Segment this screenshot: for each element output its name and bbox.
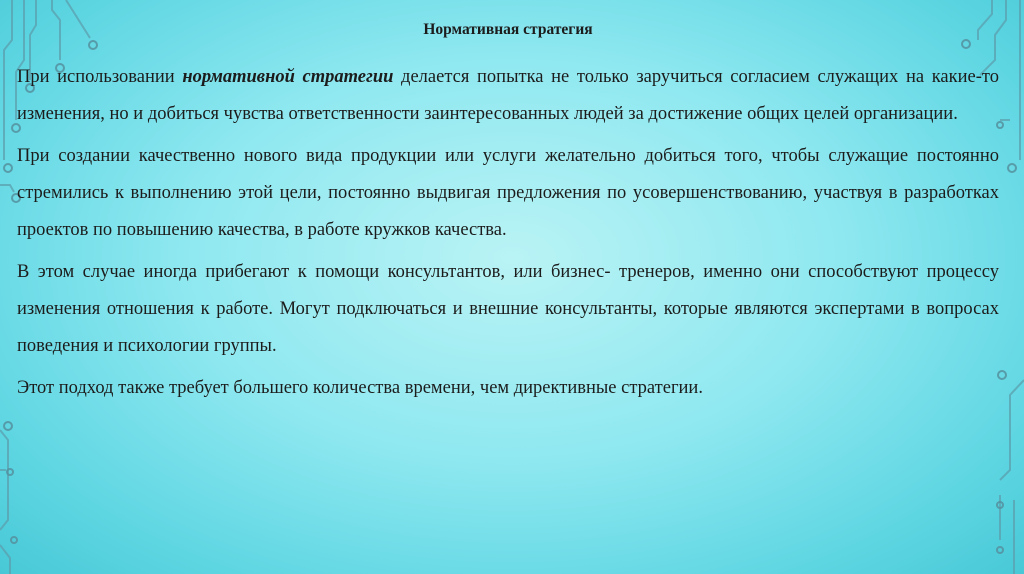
paragraph-time-requirement: Этот подход также требует большего количества времени, чем директивные стратегии. <box>17 378 703 398</box>
slide-content <box>17 18 999 412</box>
paragraph-new-product: При создании качественно нового вида продукции или услуги желательно добиться того, чтобы служащие постоянно стремились к выполнению этой цели, постоянно выдвигая предложения по усовершенствованию, участвуя в разработках проектов по повышению качества, в работе кружков качества. <box>17 146 999 240</box>
paragraph-1-emphasis: нормативной стратегии <box>182 67 394 87</box>
paragraph-consultants: В этом случае иногда прибегают к помощи консультантов, или бизнес- тренеров, именно они способствуют процессу изменения отношения к работе. Могут подключаться и внешние консультанты, которые являются экспертами в вопросах поведения и психологии группы. <box>17 262 999 356</box>
paragraph-normative-strategy <box>17 59 999 133</box>
paragraph-1-before: При использовании <box>17 67 183 87</box>
slide-title: Нормативная стратегия <box>423 21 593 38</box>
paragraph-1-after: делается попытка не только заручиться согласием служащих на какие-то изменения, но и добиться чувства ответственности заинтересованных людей за достижение общих целей организации. <box>17 67 999 124</box>
